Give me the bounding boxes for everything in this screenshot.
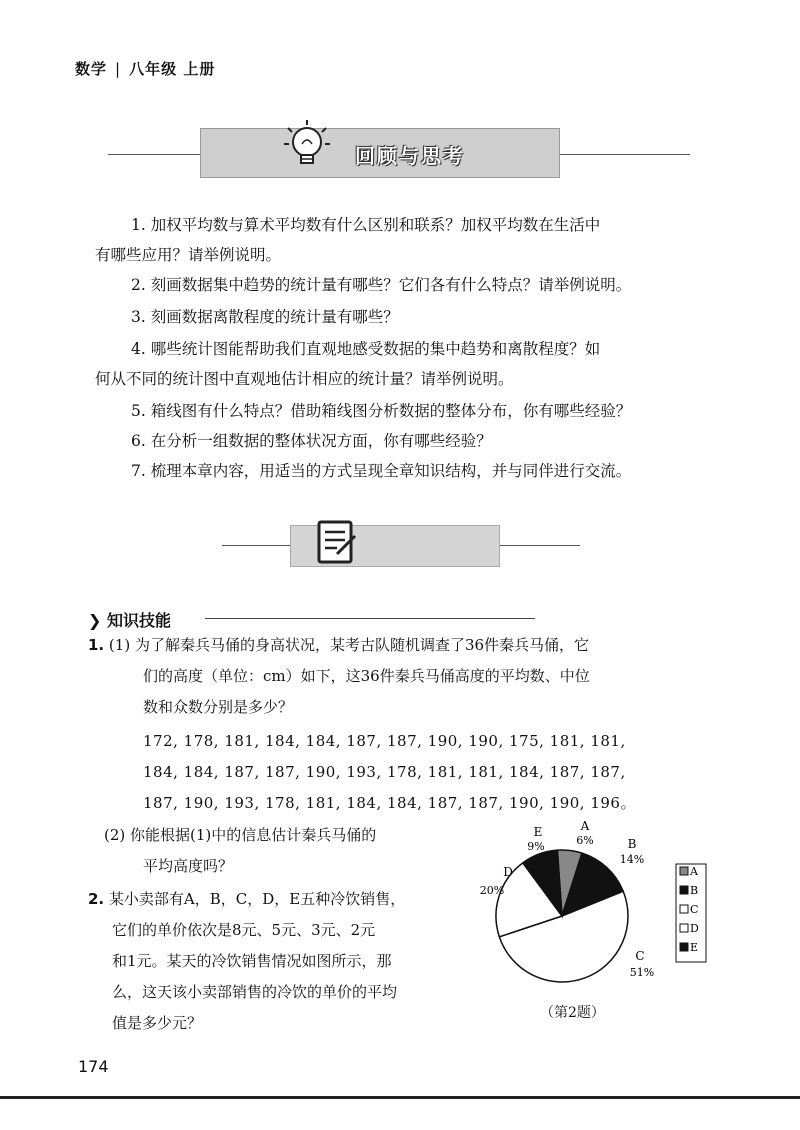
- header-grade: 八年级: [129, 60, 178, 78]
- problem-2-line-1: [88, 884, 405, 915]
- figure-caption: （第2题）: [540, 1005, 605, 1021]
- problem-1-part1-text: 为了解秦兵马俑的身高状况，某考古队随机调查了36件秦兵马俑，它: [134, 636, 590, 654]
- problem-2-line-4: 么，这天该小卖部销售的冷饮的单价的平均: [112, 983, 398, 1001]
- pie-label-a: A: [580, 819, 590, 833]
- problem-1-line-2: 们的高度（单位：cm）如下，这36件秦兵马俑高度的平均数、中位: [143, 667, 590, 685]
- problem-2-text-1: 某小卖部有A，B，C，D，E五种冷饮销售，: [108, 890, 406, 908]
- problem-2-line-5: 值是多少元？: [112, 1014, 203, 1032]
- pie-percent-b: 14%: [619, 853, 645, 866]
- exercise-banner-right-line: [500, 545, 580, 546]
- banner-left-line: [108, 154, 200, 155]
- legend-label-e: E: [690, 941, 699, 954]
- review-question-1a: 1. 加权平均数与算术平均数有什么区别和联系？加权平均数在生活中: [131, 216, 601, 234]
- problem-2-number: 2.: [88, 890, 105, 908]
- review-question-6: 6. 在分析一组数据的整体状况方面，你有哪些经验？: [131, 432, 492, 450]
- banner-right-line: [560, 154, 690, 155]
- pie-label-d: D: [503, 865, 513, 879]
- pie-label-b: B: [627, 837, 637, 851]
- pie-chart: [470, 818, 730, 1008]
- review-question-2: 2. 刻画数据集中趋势的统计量有哪些？它们各有什么特点？请举例说明。: [131, 276, 632, 294]
- section-title: 知识技能: [106, 611, 171, 630]
- legend-swatch-c: [680, 905, 688, 913]
- notepad-pen-icon: [315, 518, 359, 566]
- exercise-banner-left-line: [222, 545, 290, 546]
- problem-2-line-2: 它们的单价依次是8元、5元、3元、2元: [112, 921, 376, 939]
- lightbulb-icon: [282, 118, 332, 174]
- chevron-right-icon: ❯: [88, 611, 102, 630]
- problem-1-number: 1.: [88, 636, 105, 654]
- header-separator: |: [115, 60, 122, 78]
- data-row-1: 172, 178, 181, 184, 184, 187, 187, 190, 190, 175, 181, 181,: [143, 732, 626, 750]
- data-row-2: 184, 184, 187, 187, 190, 193, 178, 181, 181, 184, 187, 187,: [143, 763, 626, 781]
- legend-label-a: A: [690, 865, 698, 878]
- review-question-4b: 何从不同的统计图中直观地估计相应的统计量？请举例说明。: [95, 370, 514, 388]
- review-question-5: 5. 箱线图有什么特点？借助箱线图分析数据的整体分布，你有哪些经验？: [131, 402, 632, 420]
- data-row-3: 187, 190, 193, 178, 181, 184, 184, 187, 187, 190, 190, 196。: [143, 794, 636, 812]
- legend-label-d: D: [690, 922, 699, 935]
- problem-1-part1-label: (1): [108, 636, 131, 654]
- legend-swatch-e: [680, 943, 688, 951]
- review-title: 回顾与思考: [355, 144, 465, 168]
- legend-swatch-d: [680, 924, 688, 932]
- page-header: [75, 58, 215, 79]
- header-volume: 上册: [183, 60, 216, 78]
- page-number: 174: [78, 1057, 109, 1076]
- legend-label-b: B: [690, 884, 699, 897]
- header-subject: 数学: [75, 60, 108, 78]
- problem-1-line-3: 数和众数分别是多少？: [143, 698, 294, 716]
- review-question-1b: 有哪些应用？请举例说明。: [95, 246, 282, 264]
- section-rule: [205, 618, 535, 619]
- review-question-3: 3. 刻画数据离散程度的统计量有哪些？: [131, 308, 399, 326]
- pie-percent-a: 6%: [576, 834, 594, 847]
- pie-percent-d: 20%: [479, 884, 505, 897]
- legend-swatch-a: [680, 867, 688, 875]
- review-question-7: 7. 梳理本章内容，用适当的方式呈现全章知识结构，并与同伴进行交流。: [131, 462, 632, 480]
- legend-label-c: C: [690, 903, 699, 916]
- pie-label-c: C: [635, 949, 645, 963]
- problem-1-line-1: [88, 630, 589, 661]
- pie-label-e: E: [533, 825, 543, 839]
- review-question-4a: 4. 哪些统计图能帮助我们直观地感受数据的集中趋势和离散程度？如: [131, 340, 601, 358]
- bottom-rule: [0, 1096, 800, 1099]
- legend-swatch-b: [680, 886, 688, 894]
- pie-percent-e: 9%: [527, 840, 545, 853]
- problem-1-part2-line-1: (2) 你能根据(1)中的信息估计秦兵马俑的: [104, 826, 377, 844]
- pie-percent-c: 51%: [629, 966, 655, 979]
- section-title-row: [88, 608, 171, 631]
- problem-1-part2-line-2: 平均高度吗？: [143, 857, 234, 875]
- problem-2-line-3: 和1元。某天的冷饮销售情况如图所示，那: [112, 952, 392, 970]
